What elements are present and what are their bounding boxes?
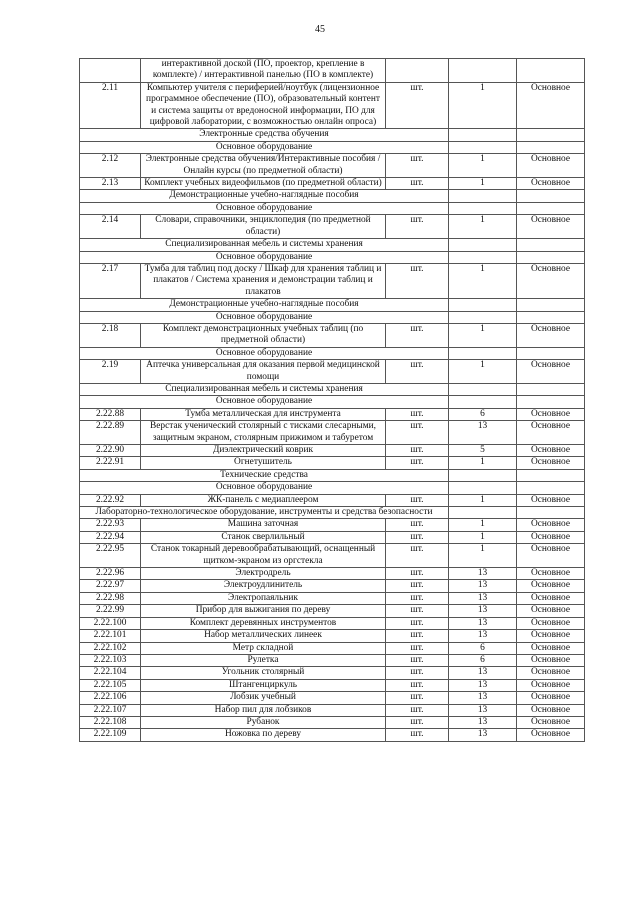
item-quantity: 1 bbox=[449, 457, 517, 469]
item-number: 2.22.107 bbox=[80, 704, 141, 716]
empty-cell bbox=[517, 311, 585, 323]
item-name: Аптечка универсальная для оказания первой медицинской помощи bbox=[141, 360, 386, 384]
item-name: Машина заточная bbox=[141, 519, 386, 531]
section-title: Основное оборудование bbox=[80, 141, 449, 153]
item-type: Основное bbox=[517, 531, 585, 543]
item-type: Основное bbox=[517, 408, 585, 420]
item-name: Верстак ученический столярный с тисками слесарными, защитным экраном, столярным прижимом и табуретом bbox=[141, 421, 386, 445]
item-number: 2.22.99 bbox=[80, 605, 141, 617]
item-quantity: 13 bbox=[449, 617, 517, 629]
empty-cell bbox=[517, 239, 585, 251]
item-quantity: 13 bbox=[449, 729, 517, 741]
item-quantity: 5 bbox=[449, 445, 517, 457]
item-unit: шт. bbox=[386, 568, 449, 580]
item-name: Электронные средства обучения/Интерактивные пособия / Онлайн курсы (по предметной области) bbox=[141, 154, 386, 178]
item-type: Основное bbox=[517, 642, 585, 654]
empty-cell bbox=[517, 383, 585, 395]
item-name: Набор пил для лобзиков bbox=[141, 704, 386, 716]
item-type: Основное bbox=[517, 605, 585, 617]
item-name: Тумба для таблиц под доску / Шкаф для хранения таблиц и плакатов / Система хранения и демонстрации таблиц и плакатов bbox=[141, 263, 386, 298]
table-row bbox=[80, 408, 585, 420]
section-row bbox=[80, 239, 585, 251]
section-title: Основное оборудование bbox=[80, 311, 449, 323]
item-quantity: 13 bbox=[449, 630, 517, 642]
empty-cell bbox=[517, 251, 585, 263]
item-quantity: 1 bbox=[449, 494, 517, 506]
section-row bbox=[80, 311, 585, 323]
item-type: Основное bbox=[517, 692, 585, 704]
item-number bbox=[80, 59, 141, 83]
item-quantity: 1 bbox=[449, 178, 517, 190]
item-name: Диэлектрический коврик bbox=[141, 445, 386, 457]
item-name: Станок токарный деревообрабатывающий, оснащенный щитком-экраном из оргстекла bbox=[141, 544, 386, 568]
item-unit: шт. bbox=[386, 519, 449, 531]
item-unit: шт. bbox=[386, 704, 449, 716]
section-title: Специализированная мебель и системы хранения bbox=[80, 239, 449, 251]
item-unit bbox=[386, 59, 449, 83]
item-number: 2.22.109 bbox=[80, 729, 141, 741]
section-row bbox=[80, 129, 585, 141]
item-name: Лобзик учебный bbox=[141, 692, 386, 704]
item-name: Штангенциркуль bbox=[141, 679, 386, 691]
table-row bbox=[80, 421, 585, 445]
item-unit: шт. bbox=[386, 667, 449, 679]
item-unit: шт. bbox=[386, 154, 449, 178]
empty-cell bbox=[517, 202, 585, 214]
item-unit: шт. bbox=[386, 445, 449, 457]
empty-cell bbox=[449, 141, 517, 153]
item-type: Основное bbox=[517, 729, 585, 741]
item-name: Прибор для выжигания по дереву bbox=[141, 605, 386, 617]
item-type: Основное bbox=[517, 215, 585, 239]
item-quantity: 13 bbox=[449, 692, 517, 704]
section-row bbox=[80, 190, 585, 202]
item-number: 2.14 bbox=[80, 215, 141, 239]
item-quantity: 13 bbox=[449, 679, 517, 691]
item-type: Основное bbox=[517, 360, 585, 384]
section-row bbox=[80, 251, 585, 263]
item-quantity: 1 bbox=[449, 360, 517, 384]
section-title: Демонстрационные учебно-наглядные пособия bbox=[80, 299, 449, 311]
section-title: Основное оборудование bbox=[80, 482, 449, 494]
item-quantity: 13 bbox=[449, 580, 517, 592]
item-quantity: 1 bbox=[449, 215, 517, 239]
item-number: 2.22.88 bbox=[80, 408, 141, 420]
item-unit: шт. bbox=[386, 716, 449, 728]
section-row bbox=[80, 202, 585, 214]
item-name: Набор металлических линеек bbox=[141, 630, 386, 642]
table-row bbox=[80, 642, 585, 654]
item-name: Рулетка bbox=[141, 654, 386, 666]
empty-cell bbox=[449, 507, 517, 519]
item-type: Основное bbox=[517, 323, 585, 347]
item-unit: шт. bbox=[386, 408, 449, 420]
item-type: Основное bbox=[517, 679, 585, 691]
section-row bbox=[80, 507, 585, 519]
page-number: 45 bbox=[315, 24, 325, 35]
item-unit: шт. bbox=[386, 580, 449, 592]
item-quantity: 6 bbox=[449, 654, 517, 666]
item-unit: шт. bbox=[386, 215, 449, 239]
section-title: Основное оборудование bbox=[80, 202, 449, 214]
section-title: Электронные средства обучения bbox=[80, 129, 449, 141]
item-unit: шт. bbox=[386, 178, 449, 190]
item-number: 2.22.97 bbox=[80, 580, 141, 592]
section-title: Технические средства bbox=[80, 469, 449, 481]
item-number: 2.17 bbox=[80, 263, 141, 298]
item-type: Основное bbox=[517, 568, 585, 580]
item-number: 2.22.92 bbox=[80, 494, 141, 506]
item-type: Основное bbox=[517, 519, 585, 531]
item-unit: шт. bbox=[386, 457, 449, 469]
item-type bbox=[517, 59, 585, 83]
item-number: 2.22.93 bbox=[80, 519, 141, 531]
item-quantity: 13 bbox=[449, 704, 517, 716]
item-name: Огнетушитель bbox=[141, 457, 386, 469]
table-row bbox=[80, 215, 585, 239]
item-unit: шт. bbox=[386, 323, 449, 347]
empty-cell bbox=[449, 299, 517, 311]
equipment-table-body bbox=[80, 59, 585, 742]
empty-cell bbox=[449, 129, 517, 141]
item-type: Основное bbox=[517, 494, 585, 506]
item-number: 2.22.91 bbox=[80, 457, 141, 469]
table-row bbox=[80, 667, 585, 679]
item-quantity: 13 bbox=[449, 568, 517, 580]
item-name: Станок сверлильный bbox=[141, 531, 386, 543]
table-row bbox=[80, 519, 585, 531]
item-quantity: 1 bbox=[449, 263, 517, 298]
item-type: Основное bbox=[517, 580, 585, 592]
table-row bbox=[80, 59, 585, 83]
item-quantity: 1 bbox=[449, 544, 517, 568]
item-type: Основное bbox=[517, 544, 585, 568]
empty-cell bbox=[517, 482, 585, 494]
table-row bbox=[80, 568, 585, 580]
empty-cell bbox=[449, 190, 517, 202]
item-name: Электроудлинитель bbox=[141, 580, 386, 592]
item-type: Основное bbox=[517, 421, 585, 445]
table-row bbox=[80, 457, 585, 469]
table-row bbox=[80, 692, 585, 704]
item-unit: шт. bbox=[386, 642, 449, 654]
item-number: 2.22.94 bbox=[80, 531, 141, 543]
table-row bbox=[80, 654, 585, 666]
item-unit: шт. bbox=[386, 692, 449, 704]
item-type: Основное bbox=[517, 154, 585, 178]
item-quantity: 13 bbox=[449, 716, 517, 728]
item-name: Угольник столярный bbox=[141, 667, 386, 679]
item-number: 2.12 bbox=[80, 154, 141, 178]
item-number: 2.22.105 bbox=[80, 679, 141, 691]
item-number: 2.22.103 bbox=[80, 654, 141, 666]
table-row bbox=[80, 494, 585, 506]
item-number: 2.22.108 bbox=[80, 716, 141, 728]
item-quantity: 13 bbox=[449, 667, 517, 679]
table-row bbox=[80, 154, 585, 178]
table-row bbox=[80, 704, 585, 716]
item-unit: шт. bbox=[386, 630, 449, 642]
item-number: 2.22.101 bbox=[80, 630, 141, 642]
table-row bbox=[80, 679, 585, 691]
item-name: Комплект учебных видеофильмов (по предметной области) bbox=[141, 178, 386, 190]
item-unit: шт. bbox=[386, 654, 449, 666]
item-unit: шт. bbox=[386, 605, 449, 617]
item-number: 2.22.106 bbox=[80, 692, 141, 704]
empty-cell bbox=[449, 202, 517, 214]
item-name: Комплект демонстрационных учебных таблиц (по предметной области) bbox=[141, 323, 386, 347]
table-row bbox=[80, 544, 585, 568]
empty-cell bbox=[517, 507, 585, 519]
table-row bbox=[80, 178, 585, 190]
item-type: Основное bbox=[517, 667, 585, 679]
item-number: 2.22.96 bbox=[80, 568, 141, 580]
item-unit: шт. bbox=[386, 360, 449, 384]
empty-cell bbox=[517, 469, 585, 481]
item-type: Основное bbox=[517, 178, 585, 190]
section-title: Лабораторно-технологическое оборудование, инструменты и средства безопасности bbox=[80, 507, 449, 519]
section-row bbox=[80, 383, 585, 395]
table-row bbox=[80, 263, 585, 298]
empty-cell bbox=[449, 383, 517, 395]
section-row bbox=[80, 141, 585, 153]
item-type: Основное bbox=[517, 716, 585, 728]
item-type: Основное bbox=[517, 263, 585, 298]
item-name: Словари, справочники, энциклопедия (по предметной области) bbox=[141, 215, 386, 239]
item-name: Комплект деревянных инструментов bbox=[141, 617, 386, 629]
table-row bbox=[80, 592, 585, 604]
item-number: 2.22.104 bbox=[80, 667, 141, 679]
item-number: 2.11 bbox=[80, 82, 141, 129]
section-row bbox=[80, 469, 585, 481]
table-row bbox=[80, 617, 585, 629]
table-row bbox=[80, 716, 585, 728]
empty-cell bbox=[517, 129, 585, 141]
table-row bbox=[80, 531, 585, 543]
item-name: ЖК-панель с медиаплеером bbox=[141, 494, 386, 506]
item-number: 2.18 bbox=[80, 323, 141, 347]
empty-cell bbox=[449, 239, 517, 251]
section-row bbox=[80, 396, 585, 408]
item-type: Основное bbox=[517, 82, 585, 129]
item-type: Основное bbox=[517, 457, 585, 469]
section-title: Специализированная мебель и системы хранения bbox=[80, 383, 449, 395]
section-row bbox=[80, 482, 585, 494]
table-row bbox=[80, 82, 585, 129]
item-quantity: 1 bbox=[449, 154, 517, 178]
table-row bbox=[80, 445, 585, 457]
item-type: Основное bbox=[517, 630, 585, 642]
item-name: Электродрель bbox=[141, 568, 386, 580]
item-quantity: 1 bbox=[449, 531, 517, 543]
empty-cell bbox=[449, 311, 517, 323]
item-quantity: 13 bbox=[449, 605, 517, 617]
item-number: 2.22.95 bbox=[80, 544, 141, 568]
empty-cell bbox=[449, 482, 517, 494]
item-unit: шт. bbox=[386, 729, 449, 741]
item-name: Тумба металлическая для инструмента bbox=[141, 408, 386, 420]
item-unit: шт. bbox=[386, 494, 449, 506]
item-quantity: 1 bbox=[449, 82, 517, 129]
empty-cell bbox=[517, 396, 585, 408]
item-name: Метр складной bbox=[141, 642, 386, 654]
item-unit: шт. bbox=[386, 421, 449, 445]
table-row bbox=[80, 360, 585, 384]
item-quantity bbox=[449, 59, 517, 83]
item-quantity: 1 bbox=[449, 519, 517, 531]
empty-cell bbox=[449, 396, 517, 408]
item-number: 2.19 bbox=[80, 360, 141, 384]
item-type: Основное bbox=[517, 445, 585, 457]
item-number: 2.13 bbox=[80, 178, 141, 190]
empty-cell bbox=[449, 469, 517, 481]
empty-cell bbox=[517, 347, 585, 359]
item-type: Основное bbox=[517, 592, 585, 604]
item-unit: шт. bbox=[386, 531, 449, 543]
item-quantity: 13 bbox=[449, 421, 517, 445]
item-name: Электропаяльник bbox=[141, 592, 386, 604]
item-quantity: 6 bbox=[449, 642, 517, 654]
empty-cell bbox=[517, 141, 585, 153]
item-type: Основное bbox=[517, 654, 585, 666]
item-name: интерактивной доской (ПО, проектор, крепление в комплекте) / интерактивной панелью (ПО в комплекте) bbox=[141, 59, 386, 83]
empty-cell bbox=[517, 299, 585, 311]
empty-cell bbox=[449, 347, 517, 359]
table-row bbox=[80, 729, 585, 741]
section-title: Основное оборудование bbox=[80, 251, 449, 263]
item-name: Компьютер учителя с периферией/ноутбук (лицензионное программное обеспечение (ПО), образовательный контент и система защиты от вредоносной информации, ПО для цифровой лаборатории, с возможностью онлайн опроса) bbox=[141, 82, 386, 129]
empty-cell bbox=[517, 190, 585, 202]
item-unit: шт. bbox=[386, 617, 449, 629]
section-title: Основное оборудование bbox=[80, 347, 449, 359]
section-title: Демонстрационные учебно-наглядные пособия bbox=[80, 190, 449, 202]
item-unit: шт. bbox=[386, 82, 449, 129]
item-number: 2.22.102 bbox=[80, 642, 141, 654]
item-name: Ножовка по дереву bbox=[141, 729, 386, 741]
item-unit: шт. bbox=[386, 592, 449, 604]
item-quantity: 13 bbox=[449, 592, 517, 604]
item-quantity: 1 bbox=[449, 323, 517, 347]
item-number: 2.22.100 bbox=[80, 617, 141, 629]
table-row bbox=[80, 630, 585, 642]
section-row bbox=[80, 299, 585, 311]
table-row bbox=[80, 580, 585, 592]
item-quantity: 6 bbox=[449, 408, 517, 420]
item-unit: шт. bbox=[386, 679, 449, 691]
item-unit: шт. bbox=[386, 263, 449, 298]
item-name: Рубанок bbox=[141, 716, 386, 728]
item-number: 2.22.90 bbox=[80, 445, 141, 457]
item-unit: шт. bbox=[386, 544, 449, 568]
empty-cell bbox=[449, 251, 517, 263]
item-type: Основное bbox=[517, 617, 585, 629]
item-type: Основное bbox=[517, 704, 585, 716]
section-title: Основное оборудование bbox=[80, 396, 449, 408]
table-row bbox=[80, 323, 585, 347]
item-number: 2.22.89 bbox=[80, 421, 141, 445]
item-number: 2.22.98 bbox=[80, 592, 141, 604]
table-row bbox=[80, 605, 585, 617]
equipment-table bbox=[79, 58, 585, 742]
section-row bbox=[80, 347, 585, 359]
